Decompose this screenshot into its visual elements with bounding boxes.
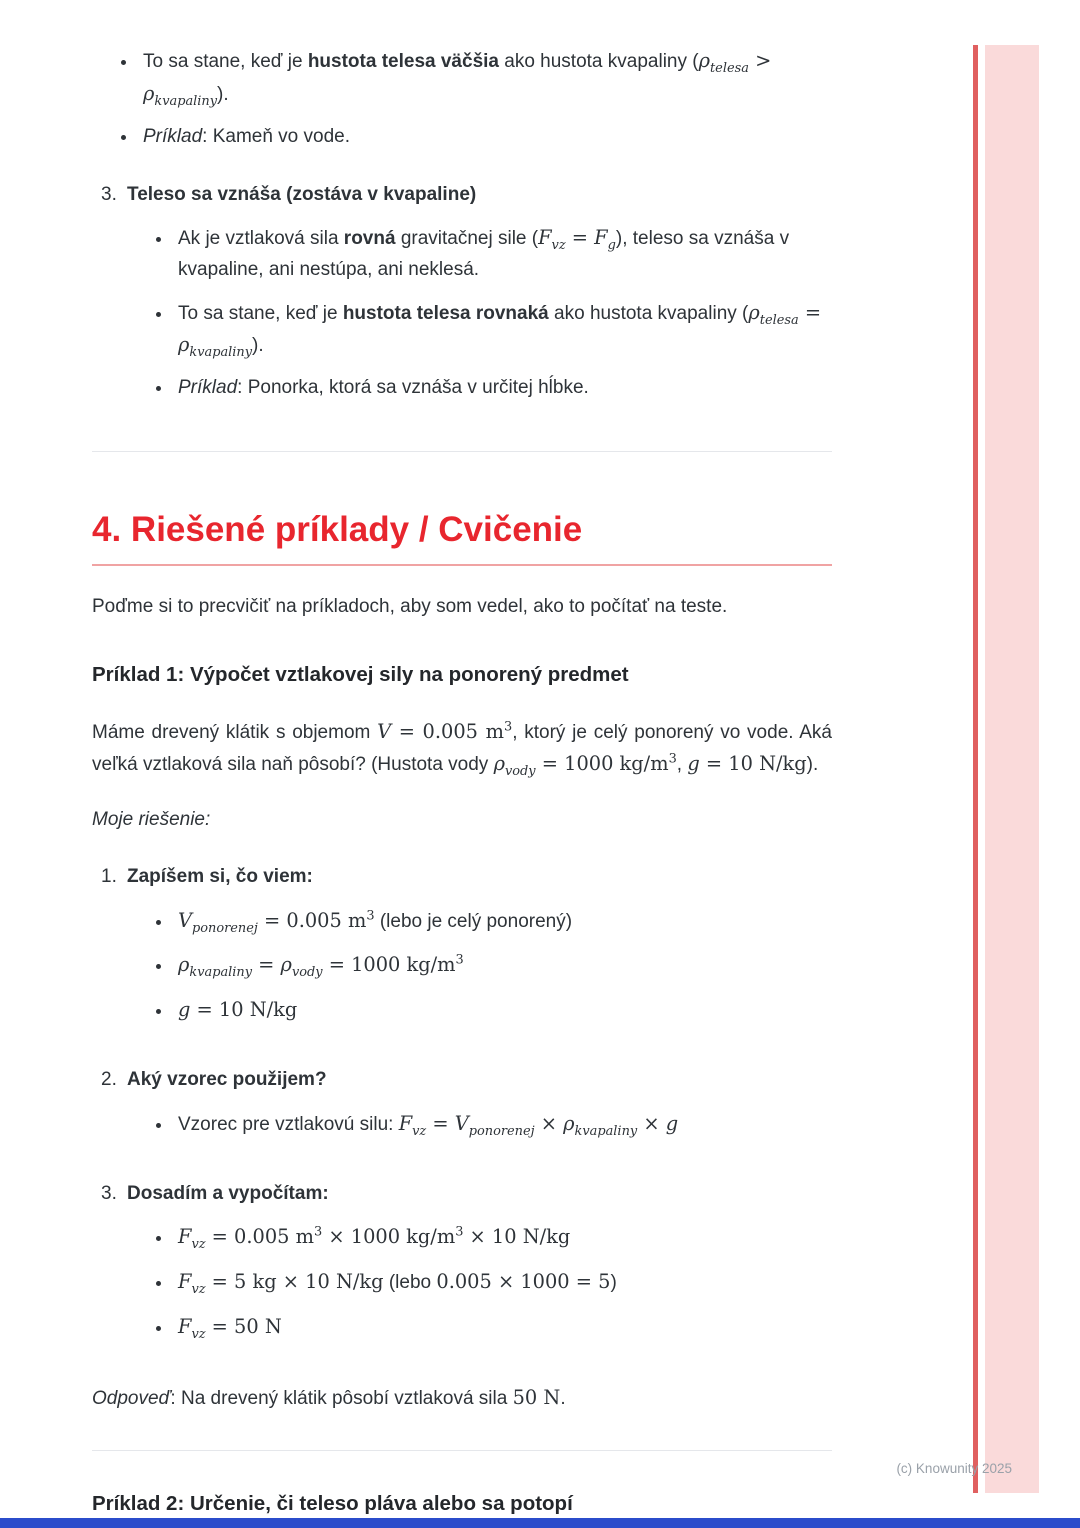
- list-item-text: $\rho_{kvapaliny} = \rho_{vody} = 1000$ $kg/m^3$: [178, 953, 464, 981]
- step-bullet-list: [127, 1221, 832, 1343]
- section-divider: [92, 1450, 832, 1451]
- list-item: [173, 373, 832, 404]
- solution-label: Moje riešenie:: [92, 809, 211, 831]
- example1-problem: Máme drevený klátik s objemom V = 0.005 $m^3$, ktorý je celý ponorený vo vode. Aká veľká vztlaková sila naň pôsobí? (Hustota vody $\rho_{vody} = 1000$ $kg/m^3$, g = 10 N/kg).: [92, 719, 832, 780]
- list-item-text: $F_{vz} = 5$ kg × 10 N/kg (lebo 0.005 × 1000 = 5): [178, 1270, 617, 1297]
- step-number: 1.: [101, 865, 117, 887]
- lead-paragraph: Poďme si to precvičiť na príkladoch, aby som vedel, ako to počítať na teste.: [92, 595, 728, 617]
- list-item-text: Vzorec pre vztlakovú silu: $F_{vz} = V_{ponorenej} \times \rho_{kvapaliny} \times g$: [178, 1111, 679, 1139]
- list-item-text: To sa stane, keď je hustota telesa rovnaká ako hustota kvapaliny $(\rho_{telesa} = \rho_{kvapaliny})$.: [178, 300, 822, 361]
- answer-paragraph: Odpoveď: Na drevený klátik pôsobí vztlaková sila 50 N.: [92, 1385, 566, 1409]
- list-item: [173, 994, 832, 1027]
- list-item-text: To sa stane, keď je hustota telesa väčšia ako hustota kvapaliny $(\rho_{telesa} > \rho_{kvapaliny})$.: [143, 49, 772, 109]
- list-item: [138, 122, 832, 153]
- side-accent-line: [973, 45, 978, 1493]
- list-item: [173, 905, 832, 938]
- example2-title: Príklad 2: Určenie, či teleso pláva alebo sa potopí: [92, 1492, 573, 1516]
- step-bullet-list: [127, 1108, 832, 1141]
- footer-credit: (c) Knowunity 2025: [896, 1461, 1012, 1477]
- intro-bullet-list: [92, 45, 832, 152]
- step-number: 2.: [101, 1068, 117, 1090]
- step-title: Zapíšem si, čo viem:: [127, 865, 313, 887]
- list-item: [138, 45, 832, 111]
- list-item: [173, 949, 832, 982]
- list-item: [173, 1221, 832, 1254]
- list-item: [173, 1108, 832, 1141]
- step-title: Dosadím a vypočítam:: [127, 1182, 329, 1204]
- solution-steps: [92, 862, 832, 1356]
- step-bullet-list: [127, 905, 832, 1027]
- solution-step-2: [92, 1065, 832, 1153]
- example1-title: Príklad 1: Výpočet vztlakovej sily na ponorený predmet: [92, 663, 629, 687]
- item3-bullet-list: [127, 222, 832, 404]
- ordered-item-number: 3.: [101, 184, 117, 206]
- list-item: [173, 1311, 832, 1344]
- list-item: [173, 1266, 832, 1299]
- bottom-brand-bar: [0, 1518, 1080, 1528]
- list-item-text: $F_{vz} = 50$ N: [178, 1314, 282, 1342]
- list-item-text: g = 10 N/kg: [178, 998, 298, 1022]
- list-item: [173, 222, 832, 286]
- ordered-item-3: [92, 180, 832, 415]
- list-item-text: Príklad: Kameň vo vode.: [143, 125, 351, 147]
- section-heading-4: 4. Riešené príklady / Cvičenie: [92, 508, 832, 566]
- section-divider: [92, 451, 832, 452]
- list-item-text: $V_{ponorenej} = 0.005$ $m^3$ (lebo je celý ponorený): [178, 908, 573, 936]
- step-number: 3.: [101, 1182, 117, 1204]
- ordered-item-title: Teleso sa vznáša (zostáva v kvapaline): [127, 184, 477, 206]
- solution-step-1: [92, 862, 832, 1039]
- list-item-text: Príklad: Ponorka, ktorá sa vznáša v určitej hĺbke.: [178, 377, 589, 399]
- document-content: [92, 34, 832, 1528]
- list-item: [173, 297, 832, 363]
- step-title: Aký vzorec použijem?: [127, 1068, 327, 1090]
- solution-step-3: [92, 1179, 832, 1356]
- side-accent-panel: [985, 45, 1039, 1493]
- list-item-text: Ak je vztlaková sila rovná gravitačnej sile $(F_{vz} = F_g)$, teleso sa vznáša v kvapaline, ani nestúpa, ani neklesá.: [178, 226, 790, 280]
- list-item-text: $F_{vz} = 0.005$ $m^3 \times 1000$ $kg/m^3 \times 10$ N/kg: [178, 1224, 571, 1253]
